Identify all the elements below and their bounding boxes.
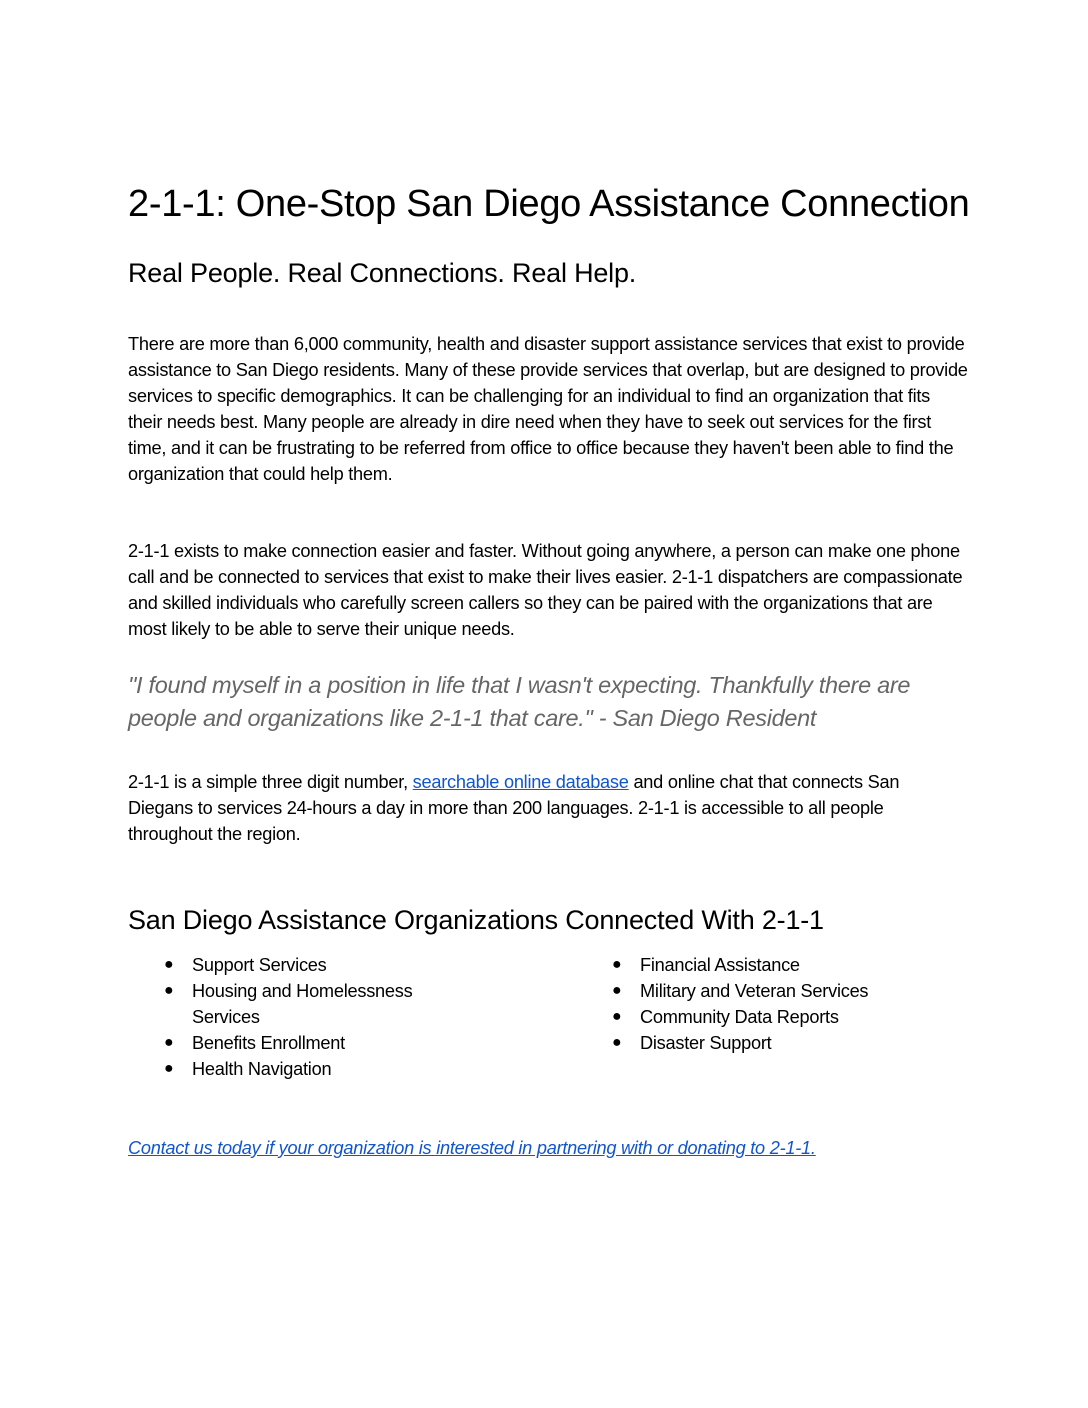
list-item (612, 1030, 932, 1056)
list-item (164, 1030, 454, 1056)
list-item (164, 952, 454, 978)
bullet-icon: ● (612, 1008, 622, 1025)
list-item-label: Support Services (192, 955, 327, 975)
list-item-label: Disaster Support (640, 1033, 772, 1053)
page-subtitle: Real People. Real Connections. Real Help. (128, 258, 637, 288)
bullet-icon: ● (612, 956, 622, 973)
bullet-icon: ● (164, 1034, 174, 1051)
organizations-heading: San Diego Assistance Organizations Connected With 2-1-1 (128, 905, 824, 935)
services-text-after-link: and online chat that connects San Diegans to services 24-hours a day in more than 200 languages. 2-1-1 is accessible to all people throughout the region. (128, 772, 900, 844)
organizations-list-left (164, 952, 454, 1082)
services-paragraph (128, 769, 968, 847)
intro-paragraph: There are more than 6,000 community, health and disaster support assistance services that exist to provide assistance to San Diego residents. Many of these provide services that overlap, but are designed to provide services to specific demographics. It can be challenging for an individual to find an organization that fits their needs best. Many people are already in dire need when they have to seek out services for the first time, and it can be frustrating to be referred from office to office because they haven't been able to find the organization that could help them. (128, 334, 968, 484)
searchable-database-link[interactable]: searchable online database (412, 772, 629, 792)
services-text-before-link: 2-1-1 is a simple three digit number, (128, 772, 413, 792)
contact-us-link[interactable]: Contact us today if your organization is interested in partnering with or donating to 2-1-1. (128, 1138, 816, 1158)
list-item (612, 1004, 932, 1030)
page-title: 2-1-1: One-Stop San Diego Assistance Connection (128, 183, 970, 225)
list-item (612, 952, 932, 978)
list-item-label: Benefits Enrollment (192, 1033, 345, 1053)
list-item (164, 978, 454, 1030)
connection-paragraph: 2-1-1 exists to make connection easier and faster. Without going anywhere, a person can make one phone call and be connected to services that exist to make their lives easier. 2-1-1 dispatchers are compassionate and skilled individuals who carefully screen callers so they can be paired with the organizations that are most likely to be able to serve their unique needs. (128, 541, 963, 639)
list-item-label: Health Navigation (192, 1059, 332, 1079)
bullet-icon: ● (164, 982, 174, 999)
resident-quote: "I found myself in a position in life that I wasn't expecting. Thankfully there are people and organizations like 2-1-1 that care." - San Diego Resident (128, 672, 911, 731)
bullet-icon: ● (164, 956, 174, 973)
organizations-list-right (612, 952, 932, 1056)
list-item-label: Community Data Reports (640, 1007, 839, 1027)
bullet-icon: ● (612, 1034, 622, 1051)
list-item-label: Military and Veteran Services (640, 981, 869, 1001)
bullet-icon: ● (612, 982, 622, 999)
list-item-label: Financial Assistance (640, 955, 800, 975)
list-item (612, 978, 932, 1004)
contact-paragraph (128, 1135, 816, 1161)
bullet-icon: ● (164, 1060, 174, 1077)
list-item (164, 1056, 454, 1082)
list-item-label: Housing and Homelessness Services (192, 981, 413, 1027)
